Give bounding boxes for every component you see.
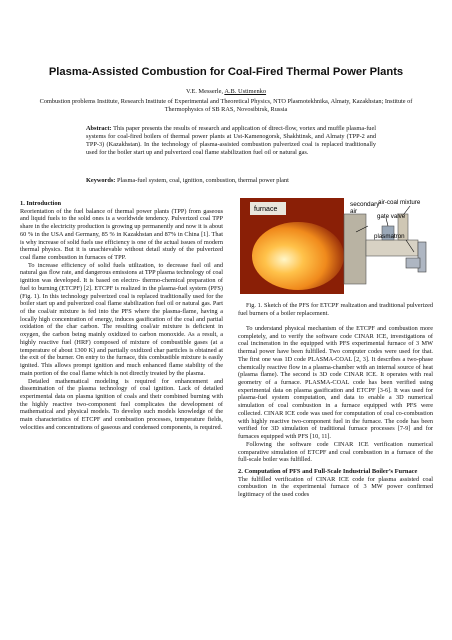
figure-1-caption: Fig. 1. Sketch of the PFS for ETCPF realization and traditional pulverized fuel burners of a boiler replacement. — [238, 302, 433, 317]
section-1-paragraph-1: Reorientation of the fuel balance of thermal power plants (TPP) from gaseous and liquid fuels to the solid ones is a worldwide tendency. Pulverized coal TPP share in the electricity production is growing up permanently and now it is about 60 % in the USA and Germany, 85 % in Kazakhstan and 87% in China [1]. That is why increase of solid fuels use efficiency is one of the actual issues of modern thermal physics. But it is unachievable without detail study of the pulverized coal flame combustion in furnaces of TPP. — [20, 207, 223, 262]
air-label: air — [350, 208, 358, 215]
air-coal-label: air-coal mixture — [378, 199, 421, 206]
section-1-paragraph-3: Detailed mathematical modeling is required for enhancement and dissemination of the plasma technology of coal ignition. Lack of detailed experimental data on plasma ignition of coals and their combined burning with the highly reactive two-component fuel complicates the development of mathematical and physical models. To develop such models knowledge of the main characteristics of ETCPF and combustion processes, temperature fields, velocities and concentrations of gaseous and condensed components, is required. — [20, 377, 223, 431]
keywords-label: Keywords: — [86, 177, 116, 184]
abstract-text: This paper presents the results of research and application of direct-flow, vortex and muffle plasma-fuel systems for coal-fired boilers of thermal power plants at Ust-Kamenogorsk, Shakhtinsk, and Almaty (TPP-2 and TPP-3) (Kazakhstan). In the technology of plasma-assisted combustion pulverized coal is replaced traditionally used for the boiler start up and pulverized coal flame stabilization fuel oil or natural gas. — [86, 125, 376, 156]
flame — [252, 222, 344, 290]
secondary-label: secondary — [350, 201, 380, 208]
section-2-paragraph-1: The fulfilled verification of CINAR ICE code for plasma assisted coal combustion in the experimental furnace of 3 MW power confirmed legitimacy of the used codes — [238, 475, 433, 499]
burner-wall — [344, 214, 366, 284]
affiliation: Combustion problems Institute, Research Institute of Experimental and Theoretical Physics, NTO Plasmotekhnika, Almaty, Kazakhstan; Institute of Thermophysics of SB RAS, Novosibirsk, Russia — [39, 98, 413, 113]
paper-title: Plasma-Assisted Combustion for Coal-Fired Thermal Power Plants — [48, 66, 404, 78]
keywords-text: Plasma-fuel system, coal, ignition, combustion, thermal power plant — [115, 177, 289, 184]
section-2-heading: 2. Computation of PFS and Full-Scale Industrial Boiler’s Furnace — [238, 467, 418, 475]
right-paragraph-1: To understand physical mechanism of the ETCPF and combustion more completely, and to verify the software code CINAR ICE, investigations of coal incineration in the equipped with PFS experimental furnace of 3 MW thermal power have been fulfilled. Two computer codes were used for that. The first one was 1D code PLASMA-COAL [2, 3]. It describes a two-phase chemically reactive flow in a plasma-chamber with an internal source of heat (plasma flame). The second is 3D code CINAR ICE. It operates with real geometry of a furnace. PLASMA-COAL code has been verified using experimental data on plasma gasification and ETCPF [3-6]. It was used for plasma-fuel system computation, and data to enable a 3D numerical simulation of coal combustion in a furnace equipped with PFS were collected. CINAR ICE code was used for computation of coal co-combustion with highly reactive two-component fuel in the furnace. The code has been verified for 3D simulation of traditional furnace processes [7-9] and for furnaces equipped with PFS [10, 11]. — [238, 325, 433, 441]
figure-1 — [238, 196, 432, 298]
furnace-label: furnace — [254, 206, 278, 213]
author-1: V.E. Messerle, — [185, 88, 225, 95]
authors — [0, 88, 452, 95]
section-1-paragraph-2: To increase efficiency of solid fuels utilization, to decrease fuel oil and natural gas flow rate, and dangerous emissions at TPP plasma technology of coal ignition was developed. It is based on electro- thermo-chemical preparation of fuel to burning (ETCPF) [2]. ETCPF is realized in the plasma-fuel system (PFS) (Fig. 1). In this technology pulverized coal is replaced traditionally used for the boiler start up and pulverized coal flame stabilization fuel oil or natural gas. Part of the coal/air mixture is fed into the PFS where the plasma-flame, having a locally high concentration of energy, induces gasification of the coal and partial oxidation of the char carbon. The resulting coal/air mixture is deficient in oxygen, the carbon being mainly oxidized to carbon monoxide. As a result, a highly reactive fuel (HRF) composed of mixture of combustible gases (at a temperature of about 1300 K) and partially oxidized char particles is obtained at the exit of the burner. On entry to the furnace, this combustible mixture is easily ignited. This allows prompt ignition and much enhanced flame stability of the main portion of the coal flame which is not directly treated by the plasma. — [20, 261, 223, 377]
author-2: A.B. Ustimenko — [224, 88, 267, 95]
right-column — [238, 325, 433, 499]
figure-1-drawing — [238, 196, 432, 298]
plasmatron-label: plasmatron — [374, 233, 405, 240]
right-paragraph-2: Following the software code CINAR ICE verification numerical comparative simulation of ETCPF and coal combustion in a furnace of the full-scale boiler was fulfilled. — [238, 440, 433, 464]
abstract — [86, 125, 376, 157]
gate-valve-label: gate valve — [377, 213, 406, 220]
section-1-heading: 1. Introduction — [20, 200, 62, 207]
left-column — [20, 200, 223, 432]
plasma-chamber — [366, 240, 418, 256]
abstract-label: Abstract: — [86, 125, 112, 132]
keywords — [86, 177, 376, 184]
plasmatron-body — [406, 258, 420, 268]
